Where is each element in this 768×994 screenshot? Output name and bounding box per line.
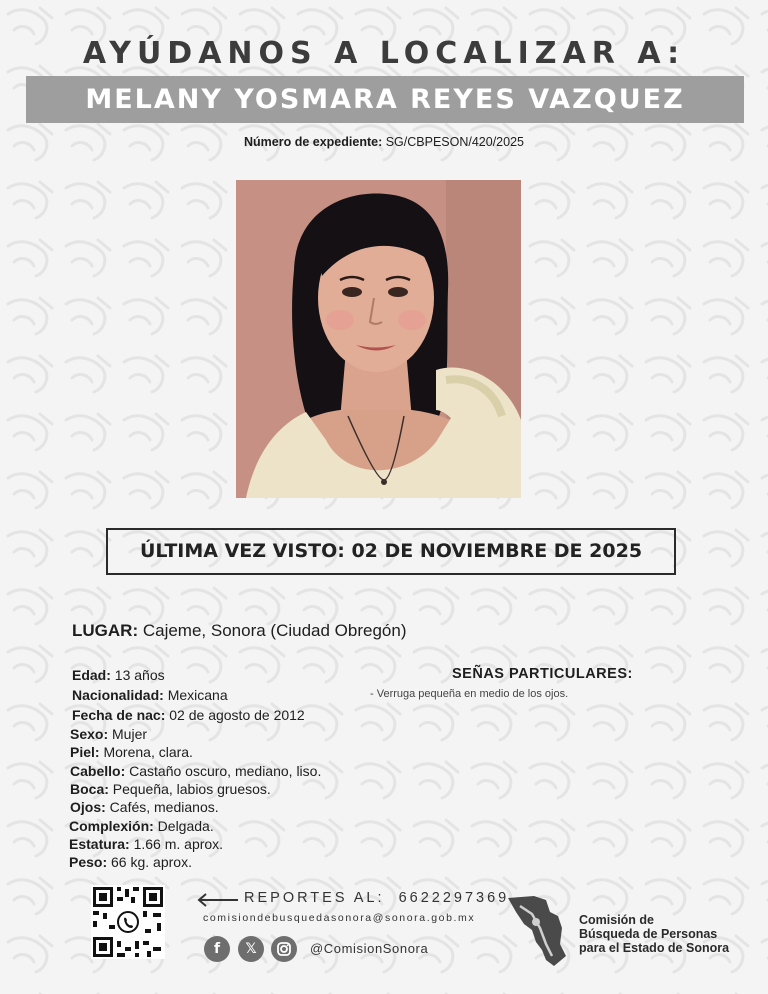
reports-label: REPORTES AL:: [244, 890, 385, 906]
detail-sex: Sexo: Mujer: [70, 726, 148, 742]
sonora-map-logo: [506, 894, 570, 968]
last-seen-banner: ÚLTIMA VEZ VISTO: 02 DE NOVIEMBRE DE 2025: [106, 528, 676, 575]
instagram-icon[interactable]: [271, 936, 297, 962]
missing-person-name: MELANY YOSMARA REYES VAZQUEZ: [85, 84, 685, 115]
detail-birthdate: Fecha de nac: 02 de agosto de 2012: [72, 707, 305, 723]
detail-eyes: Ojos: Cafés, medianos.: [70, 799, 219, 815]
reports-line: [244, 890, 509, 906]
case-number: [0, 135, 768, 149]
location-label: LUGAR:: [72, 621, 139, 640]
facebook-icon[interactable]: f: [204, 936, 230, 962]
distinguishing-mark-item: - Verruga pequeña en medio de los ojos.: [370, 688, 569, 700]
reports-phone[interactable]: 6622297369: [398, 890, 510, 906]
qr-code[interactable]: [91, 885, 165, 959]
detail-nationality: Nacionalidad: Mexicana: [72, 687, 228, 703]
social-handle[interactable]: @ComisionSonora: [310, 941, 429, 956]
detail-build: Complexión: Delgada.: [69, 818, 214, 834]
detail-weight: Peso: 66 kg. aprox.: [69, 854, 192, 870]
case-number-label: Número de expediente:: [244, 135, 383, 149]
arrow-left-icon: [196, 893, 240, 907]
location-value: Cajeme, Sonora (Ciudad Obregón): [142, 621, 407, 640]
organization-name: Comisión de Búsqueda de Personas para el Estado de Sonora: [579, 913, 730, 955]
detail-skin: Piel: Morena, clara.: [70, 744, 193, 760]
page-title: AYÚDANOS A LOCALIZAR A:: [82, 36, 686, 71]
x-icon[interactable]: 𝕏: [238, 936, 264, 962]
detail-hair: Cabello: Castaño oscuro, mediano, liso.: [70, 763, 322, 779]
case-number-value: SG/CBPESON/420/2025: [385, 135, 524, 149]
detail-mouth: Boca: Pequeña, labios gruesos.: [70, 781, 271, 797]
detail-height: Estatura: 1.66 m. aprox.: [69, 836, 224, 852]
location: [72, 621, 407, 641]
contact-email[interactable]: comisiondebusquedasonora@sonora.gob.mx: [203, 912, 476, 924]
distinguishing-marks-title: SEÑAS PARTICULARES:: [452, 666, 633, 682]
detail-age: Edad: 13 años: [72, 667, 165, 683]
person-photo: [236, 180, 521, 498]
missing-person-name-bar: [26, 76, 744, 123]
